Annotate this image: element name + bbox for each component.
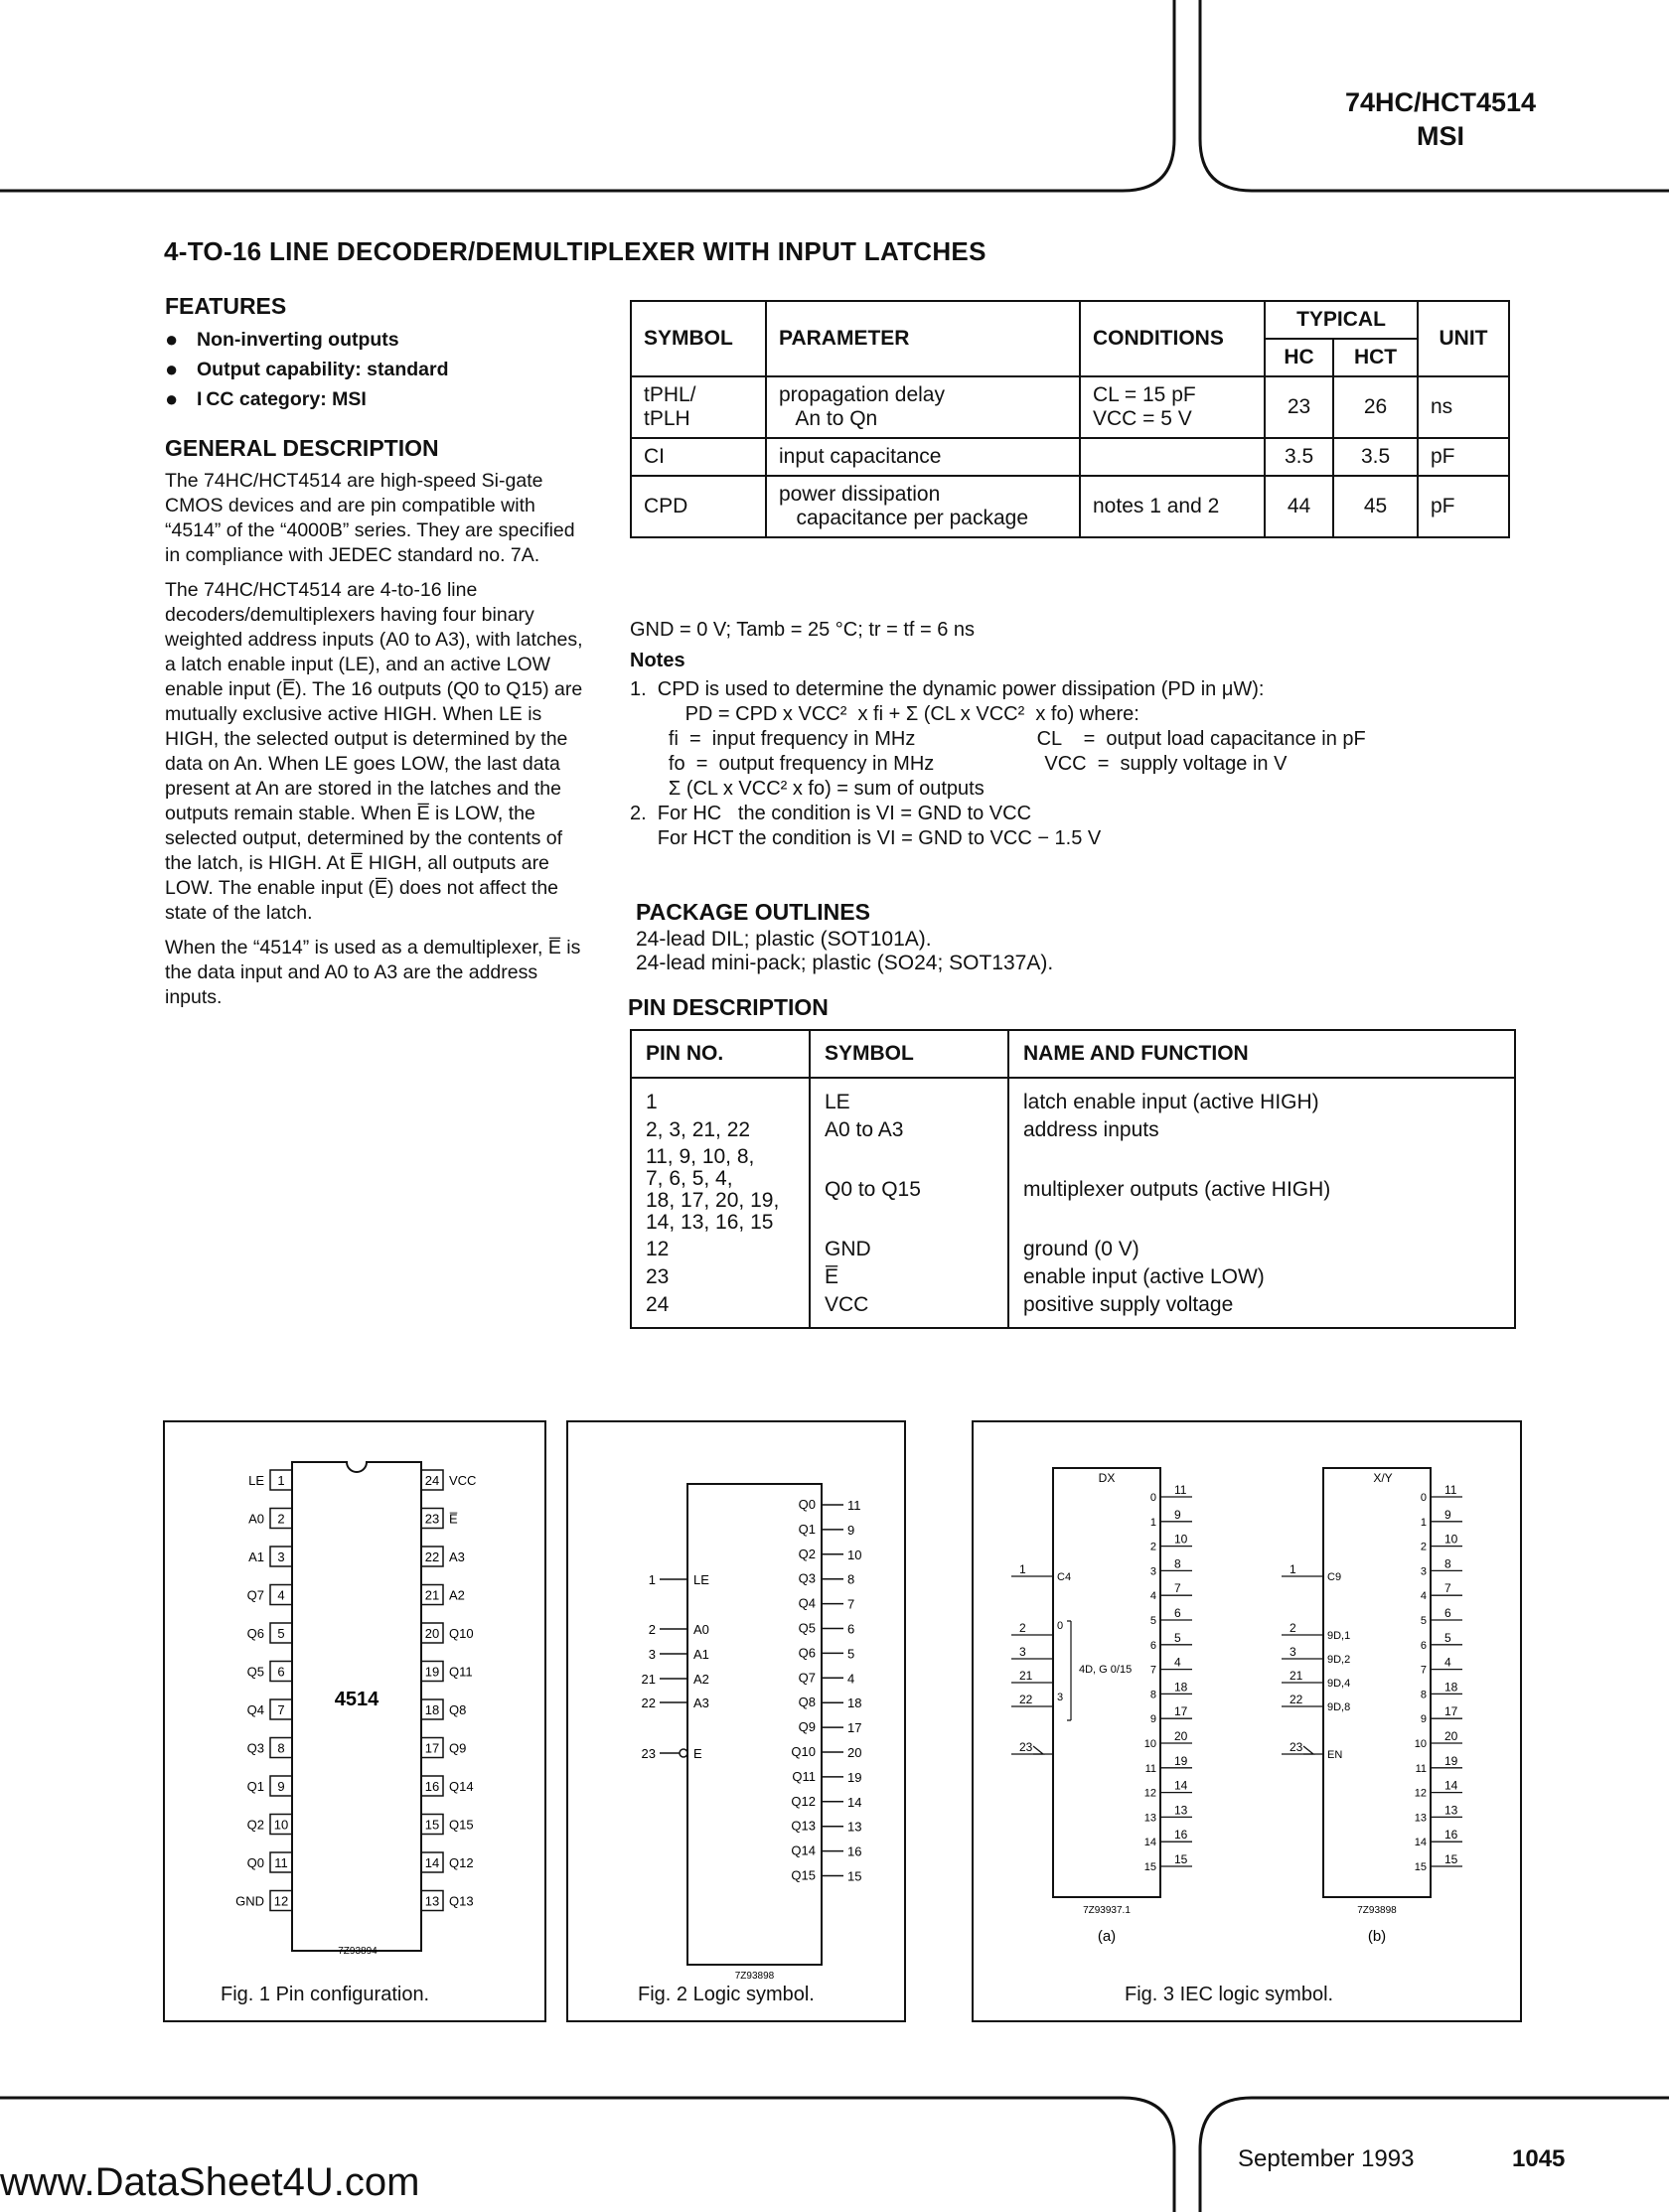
output-pin-number: 13 [847, 1819, 862, 1835]
general-description-p1: The 74HC/HCT4514 are high-speed Si-gate CMOS devices and are pin compatible with “4514” of the “4000B” series. They are specified in compliance with JEDEC standard no. 7A. [165, 470, 575, 566]
output-pin-number: 20 [1444, 1729, 1458, 1743]
output-index: 6 [1149, 1639, 1156, 1652]
output-pin-number: 5 [1174, 1630, 1181, 1645]
output-pin-number: 10 [1174, 1532, 1188, 1547]
output-label: Q0 [798, 1497, 816, 1512]
pin-label: VCC [449, 1473, 477, 1488]
input-label: 9D,4 [1327, 1678, 1351, 1690]
table-row: CI input capacitance 3.5 3.5 pF [631, 438, 1509, 476]
output-index: 1 [1149, 1516, 1156, 1529]
input-pin-number: 3 [1290, 1645, 1296, 1659]
output-index: 5 [1149, 1615, 1156, 1627]
output-index: 7 [1149, 1664, 1156, 1677]
input-label: A0 [693, 1622, 709, 1637]
pin-number: 22 [424, 1549, 440, 1564]
output-index: 6 [1420, 1639, 1427, 1652]
output-pin-number: 7 [1444, 1581, 1451, 1596]
pin-label: A1 [248, 1549, 264, 1564]
output-pin-number: 16 [847, 1843, 862, 1859]
table-row: 2, 3, 21, 22 A0 to A3 address inputs [631, 1116, 1515, 1144]
input-pin-number: 3 [1019, 1645, 1026, 1659]
input-pin-number: 1 [1019, 1562, 1026, 1576]
table-row: 24 VCC positive supply voltage [631, 1291, 1515, 1328]
pin-number: 2 [277, 1511, 285, 1527]
output-pin-number: 17 [1444, 1704, 1458, 1719]
package-outlines [636, 900, 1053, 975]
feature-item: ● Output capability: standard [165, 357, 449, 381]
output-pin-number: 4 [1174, 1655, 1181, 1670]
output-pin-number: 8 [1444, 1556, 1451, 1571]
output-label: Q1 [798, 1521, 816, 1537]
output-index: 15 [1414, 1861, 1427, 1873]
pin-number: 10 [273, 1817, 289, 1833]
table-row: 12 GND ground (0 V) [631, 1236, 1515, 1263]
pin-label: Q7 [246, 1587, 264, 1603]
figure-caption: Fig. 2 Logic symbol. [638, 1984, 815, 2005]
pin-label: Q15 [449, 1817, 474, 1833]
output-label: Q5 [798, 1620, 816, 1636]
pin-number: 24 [424, 1473, 440, 1488]
output-pin-number: 5 [1444, 1630, 1451, 1645]
general-description-heading: GENERAL DESCRIPTION [165, 435, 439, 461]
col-symbol: SYMBOL [810, 1030, 1008, 1078]
col-pin-no: PIN NO. [631, 1030, 810, 1078]
input-label: A3 [693, 1696, 709, 1710]
pin-number: 18 [424, 1702, 440, 1717]
pin-number: 17 [424, 1740, 440, 1756]
feature-item: ● I CC category: MSI [165, 386, 367, 411]
output-label: Q2 [798, 1546, 816, 1561]
input-label: EN [1327, 1749, 1343, 1761]
pin-number: 9 [277, 1779, 285, 1794]
output-index: 13 [1143, 1812, 1156, 1825]
output-index: 14 [1143, 1837, 1156, 1849]
output-index: 10 [1414, 1738, 1427, 1750]
logic-symbol-diagram [568, 1422, 904, 2020]
pin-label: Q8 [449, 1702, 467, 1717]
output-pin-number: 19 [847, 1769, 862, 1785]
pin-number: 5 [277, 1626, 285, 1641]
input-pin-number: 2 [1290, 1621, 1296, 1635]
output-pin-number: 20 [847, 1745, 862, 1760]
left-column [165, 294, 592, 1020]
output-pin-number: 15 [1444, 1852, 1458, 1866]
output-index: 1 [1420, 1516, 1427, 1529]
output-index: 7 [1420, 1664, 1427, 1677]
output-pin-number: 20 [1174, 1729, 1188, 1743]
pin-label: Q1 [246, 1779, 264, 1794]
pin-label: Q5 [246, 1664, 264, 1680]
output-index: 11 [1144, 1762, 1156, 1775]
table-row: 23 E̅ enable input (active LOW) [631, 1263, 1515, 1291]
output-pin-number: 11 [1174, 1483, 1187, 1497]
output-pin-number: 7 [847, 1596, 855, 1612]
pin-number: 8 [277, 1740, 285, 1756]
pin-label: Q14 [449, 1779, 474, 1794]
input-pin-number: 1 [1290, 1562, 1296, 1576]
input-pin-number: 23 [1019, 1740, 1033, 1754]
output-index: 0 [1149, 1492, 1156, 1504]
enable-flag [1303, 1746, 1313, 1754]
output-index: 3 [1149, 1565, 1156, 1578]
col-parameter: PARAMETER [766, 301, 1080, 376]
input-label: 9D,1 [1327, 1630, 1351, 1642]
note-line: For HCT the condition is VI = GND to VCC − 1.5 V [630, 827, 1102, 849]
iec-block [1053, 1468, 1160, 1897]
pin-number: 12 [273, 1893, 289, 1909]
input-pin-number: 1 [648, 1572, 656, 1587]
output-index: 12 [1414, 1787, 1427, 1800]
output-label: Q6 [798, 1645, 816, 1661]
output-pin-number: 9 [1444, 1507, 1451, 1522]
page-number: 1045 [1512, 2145, 1566, 2172]
figure-pin-configuration [163, 1420, 546, 2022]
pin-label: Q13 [449, 1893, 474, 1909]
pin-number: 16 [424, 1779, 440, 1794]
output-index: 2 [1420, 1541, 1427, 1553]
enable-flag [1033, 1746, 1043, 1754]
output-pin-number: 5 [847, 1646, 855, 1662]
note-line: fi = input frequency in MHz CL = output load capacitance in pF [630, 728, 1366, 750]
output-pin-number: 11 [847, 1498, 861, 1513]
package-line: 24-lead mini-pack; plastic (SO24; SOT137A). [636, 952, 1054, 974]
iec-block-title: DX [1098, 1471, 1116, 1485]
output-pin-number: 10 [1444, 1532, 1458, 1547]
input-pin-number: 21 [641, 1672, 656, 1687]
output-label: Q15 [791, 1867, 816, 1883]
col-symbol: SYMBOL [631, 301, 766, 376]
pin-label: Q6 [246, 1626, 264, 1641]
pin-label: Q12 [449, 1855, 474, 1870]
output-pin-number: 13 [1444, 1803, 1458, 1818]
sub-figure-label: (b) [1367, 1928, 1387, 1945]
bracket [1067, 1621, 1071, 1720]
output-pin-number: 16 [1444, 1828, 1458, 1843]
figure-logic-symbol [566, 1420, 906, 2022]
figure-caption: Fig. 3 IEC logic symbol. [1125, 1984, 1334, 2005]
figure-iec-logic-symbol [972, 1420, 1522, 2022]
output-pin-number: 17 [847, 1720, 862, 1736]
col-typical: TYPICAL [1265, 301, 1418, 339]
output-index: 10 [1143, 1738, 1156, 1750]
output-pin-number: 14 [847, 1794, 862, 1810]
sub-figure-label: (a) [1097, 1928, 1117, 1945]
output-pin-number: 4 [847, 1671, 855, 1687]
output-label: Q12 [791, 1793, 816, 1809]
note-line: 2. For HC the condition is VI = GND to VCC [630, 803, 1032, 824]
output-label: Q9 [798, 1719, 816, 1735]
pin-label: E̅ [449, 1511, 458, 1527]
page-title: 4-TO-16 LINE DECODER/DEMULTIPLEXER WITH INPUT LATCHES [164, 236, 986, 266]
input-label: A1 [693, 1647, 709, 1662]
iec-logic-symbol-diagram [974, 1422, 1520, 2020]
pin-number: 20 [424, 1626, 440, 1641]
output-label: Q11 [792, 1768, 816, 1784]
output-label: Q14 [791, 1843, 816, 1858]
pin-label: Q10 [449, 1626, 474, 1641]
output-index: 4 [1420, 1590, 1427, 1603]
input-label: 9D,2 [1327, 1654, 1351, 1666]
watermark-link[interactable]: www.DataSheet4U.com [0, 2160, 420, 2204]
pin-label: Q11 [449, 1664, 473, 1680]
output-label: Q7 [798, 1670, 816, 1686]
output-pin-number: 16 [1174, 1828, 1188, 1843]
output-index: 4 [1149, 1590, 1156, 1603]
output-index: 9 [1420, 1713, 1427, 1726]
col-hct: HCT [1333, 339, 1418, 376]
output-pin-number: 17 [1174, 1704, 1188, 1719]
input-label: E [693, 1746, 702, 1761]
output-index: 13 [1414, 1812, 1427, 1825]
output-pin-number: 14 [1174, 1778, 1188, 1793]
negation-circle [680, 1749, 687, 1757]
output-index: 2 [1149, 1541, 1156, 1553]
output-index: 5 [1420, 1615, 1427, 1627]
output-pin-number: 15 [847, 1868, 862, 1884]
figure-caption: Fig. 1 Pin configuration. [221, 1984, 430, 2005]
input-label: LE [693, 1572, 709, 1587]
pin-label: Q0 [246, 1855, 264, 1870]
output-pin-number: 4 [1444, 1655, 1451, 1670]
pin-number: 11 [274, 1855, 288, 1870]
pin-number: 21 [424, 1587, 440, 1603]
output-index: 8 [1149, 1689, 1156, 1701]
input-label: 3 [1057, 1692, 1064, 1703]
table-row: tPHL/ tPLH propagation delay An to Qn CL = 15 pF VCC = 5 V 23 26 ns [631, 376, 1509, 438]
pin-label: Q2 [246, 1817, 264, 1833]
features-heading: FEATURES [165, 293, 287, 319]
note-line: PD = CPD x VCC² x fi + Σ (CL x VCC² x fo) where: [630, 703, 1139, 725]
pin-description-table [630, 1029, 1516, 1329]
notes-block [630, 618, 1524, 851]
input-pin-number: 2 [1019, 1621, 1026, 1635]
iec-block-title: X/Y [1373, 1471, 1393, 1485]
table-row: 11, 9, 10, 8, 7, 6, 5, 4, 18, 17, 20, 19, 14, 13, 16, 15 Q0 to Q15 multiplexer outputs (active HIGH) [631, 1144, 1515, 1236]
figure-code: 7Z93937.1 [1083, 1905, 1131, 1916]
output-index: 14 [1414, 1837, 1427, 1849]
output-pin-number: 10 [847, 1547, 862, 1562]
table-row: CPD power dissipation capacitance per package notes 1 and 2 44 45 pF [631, 476, 1509, 537]
output-index: 0 [1420, 1492, 1427, 1504]
figure-code: 7Z93894 [338, 1946, 378, 1957]
output-pin-number: 6 [847, 1621, 855, 1637]
pin-label: Q9 [449, 1740, 467, 1756]
output-label: Q4 [798, 1595, 816, 1611]
test-conditions: GND = 0 V; Tamb = 25 °C; tr = tf = 6 ns [630, 619, 976, 641]
output-pin-number: 11 [1444, 1483, 1457, 1497]
pin-number: 7 [277, 1702, 285, 1717]
pin-number: 6 [277, 1664, 285, 1680]
package-line: 24-lead DIL; plastic (SOT101A). [636, 928, 932, 951]
figure-code: 7Z93898 [734, 1971, 775, 1982]
output-pin-number: 7 [1174, 1581, 1181, 1596]
pin-number: 13 [424, 1893, 440, 1909]
col-unit: UNIT [1418, 301, 1509, 376]
pin-number: 3 [277, 1549, 285, 1564]
output-label: Q8 [798, 1695, 816, 1710]
output-label: Q10 [791, 1744, 816, 1759]
pin-label: A2 [449, 1587, 465, 1603]
pin-number: 14 [424, 1855, 440, 1870]
output-pin-number: 8 [1174, 1556, 1181, 1571]
general-description-p2: The 74HC/HCT4514 are 4-to-16 line decoders/demultiplexers having four binary weighted address inputs (A0 to A3), with latches, a latch enable input (LE), and an active LOW enable input (E̅). The 16 outputs (Q0 to Q15) are mutually exclusive active HIGH. When LE is HIGH, the selected output is determined by the data on An. When LE goes LOW, the last data present at An are stored in the latches and the outputs remain stable. When E̅ is LOW, the selected output, determined by the contents of the latch, is HIGH. At E̅ HIGH, all outputs are LOW. The enable input (E̅) does not affect the state of the latch. [165, 579, 583, 924]
input-pin-number: 3 [648, 1647, 656, 1662]
pin-label: Q4 [246, 1702, 264, 1717]
package-heading: PACKAGE OUTLINES [636, 899, 870, 925]
output-label: Q3 [798, 1570, 816, 1586]
note-line: Σ (CL x VCC² x fo) = sum of outputs [630, 778, 985, 800]
output-pin-number: 18 [1444, 1680, 1458, 1695]
output-pin-number: 9 [1174, 1507, 1181, 1522]
output-pin-number: 15 [1174, 1852, 1188, 1866]
output-pin-number: 14 [1444, 1778, 1458, 1793]
output-pin-number: 9 [847, 1522, 855, 1538]
input-pin-number: 23 [1290, 1740, 1303, 1754]
input-pin-number: 22 [1019, 1693, 1033, 1706]
pin-configuration-diagram [165, 1422, 544, 2020]
part-number: 74HC/HCT4514 [1344, 87, 1537, 117]
input-label: 9D,8 [1327, 1701, 1351, 1713]
pin-number: 15 [424, 1817, 440, 1833]
footer-date: September 1993 [1238, 2145, 1415, 2172]
col-name-function: NAME AND FUNCTION [1008, 1030, 1515, 1078]
output-index: 12 [1143, 1787, 1156, 1800]
input-pin-number: 22 [641, 1696, 656, 1710]
output-index: 8 [1420, 1689, 1427, 1701]
input-pin-number: 2 [648, 1622, 656, 1637]
output-index: 11 [1415, 1762, 1427, 1775]
pin-number: 19 [424, 1664, 440, 1680]
output-label: Q13 [791, 1818, 816, 1834]
output-index: 3 [1420, 1565, 1427, 1578]
output-pin-number: 18 [1174, 1680, 1188, 1695]
pin-description-heading: PIN DESCRIPTION [628, 994, 829, 1020]
input-pin-number: 21 [1019, 1669, 1033, 1683]
input-pin-number: 23 [641, 1746, 656, 1761]
pin-label: Q3 [246, 1740, 264, 1756]
dependency-label: 4D, G 0/15 [1079, 1664, 1133, 1676]
output-pin-number: 13 [1174, 1803, 1188, 1818]
pin-label: LE [248, 1473, 264, 1488]
pin-label: A0 [248, 1511, 264, 1527]
pin-number: 4 [277, 1587, 285, 1603]
pin-number: 1 [277, 1473, 285, 1488]
chip-label: 4514 [334, 1689, 379, 1710]
category-label: MSI [1416, 121, 1464, 151]
pin-label: GND [235, 1893, 264, 1909]
output-index: 15 [1143, 1861, 1156, 1873]
output-pin-number: 6 [1174, 1606, 1181, 1620]
output-pin-number: 6 [1444, 1606, 1451, 1620]
input-label: C4 [1057, 1571, 1072, 1583]
features-list [165, 325, 592, 414]
general-description-p3: When the “4514” is used as a demultiplexer, E̅ is the data input and A0 to A3 are the address inputs. [165, 937, 581, 1008]
output-index: 9 [1149, 1713, 1156, 1726]
input-pin-number: 22 [1290, 1693, 1303, 1706]
input-label: C9 [1327, 1571, 1342, 1583]
input-label: A2 [693, 1672, 709, 1687]
figure-code: 7Z93898 [1357, 1905, 1397, 1916]
output-pin-number: 19 [1174, 1753, 1188, 1768]
table-row: 1 LE latch enable input (active HIGH) [631, 1078, 1515, 1116]
output-pin-number: 18 [847, 1696, 862, 1711]
col-conditions: CONDITIONS [1080, 301, 1265, 376]
input-pin-number: 21 [1290, 1669, 1303, 1683]
pin-label: A3 [449, 1549, 465, 1564]
output-pin-number: 19 [1444, 1753, 1458, 1768]
output-pin-number: 8 [847, 1571, 855, 1587]
col-hc: HC [1265, 339, 1333, 376]
feature-item: ● Non-inverting outputs [165, 327, 399, 352]
characteristics-table [630, 300, 1510, 538]
input-label: 0 [1057, 1620, 1064, 1632]
note-line: 1. CPD is used to determine the dynamic power dissipation (PD in μW): [630, 678, 1265, 700]
notes-heading: Notes [630, 650, 685, 671]
pin-number: 23 [424, 1511, 440, 1527]
note-line: fo = output frequency in MHz VCC = supply voltage in V [630, 753, 1288, 775]
